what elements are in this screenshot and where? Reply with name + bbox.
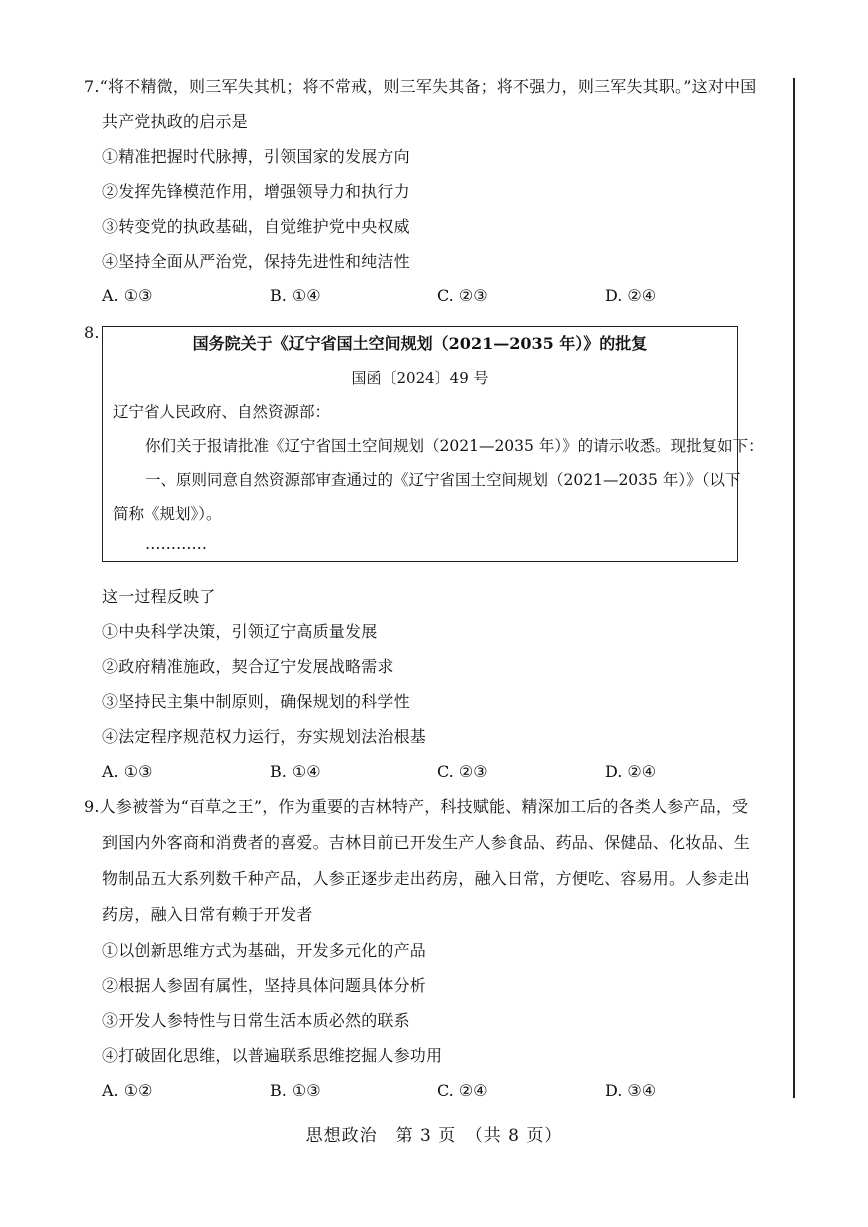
- q9-stem-line3: 物制品五大系列数千种产品，人参正逐步走出药房，融入日常，方便吃、容易用。人参走出: [102, 869, 751, 888]
- q8-doc-para2-line1: 一、原则同意自然资源部审查通过的《辽宁省国土空间规划（2021—2035 年）》（以下: [145, 471, 741, 489]
- q8-item-2: ②政府精准施政，契合辽宁发展战略需求: [102, 657, 394, 676]
- q7-stem-text1: “将不精微，则三军失其机；将不常戒，则三军失其备；将不强力，则三军失其职。”这对中国: [99, 77, 757, 96]
- q8-option-d[interactable]: D. ②④: [605, 762, 657, 781]
- q7-stem-line1: [84, 76, 756, 98]
- q7-item-2: ②发挥先锋模范作用，增强领导力和执行力: [102, 182, 410, 201]
- q8-item-4: ④法定程序规范权力运行，夯实规划法治根基: [102, 727, 427, 746]
- q9-option-a[interactable]: A. ①②: [102, 1081, 153, 1100]
- q7-option-b[interactable]: B. ①④: [270, 286, 321, 305]
- q9-stem-line2: 到国内外客商和消费者的喜爱。吉林目前已开发生产人参食品、药品、保健品、化妆品、生: [102, 833, 751, 852]
- q8-doc-para1: 你们关于报请批准《辽宁省国土空间规划（2021—2035 年）》的请示收悉。现批复如下：: [145, 437, 764, 455]
- q7-option-a[interactable]: A. ①③: [102, 286, 153, 305]
- q9-item-4: ④打破固化思维，以普遍联系思维挖掘人参功用: [102, 1046, 443, 1065]
- q8-option-b[interactable]: B. ①④: [270, 762, 321, 781]
- q9-item-1: ①以创新思维方式为基础，开发多元化的产品: [102, 941, 427, 960]
- q9-item-3: ③开发人参特性与日常生活本质必然的联系: [102, 1011, 410, 1030]
- q7-option-c[interactable]: C. ②③: [437, 286, 488, 305]
- q8-option-c[interactable]: C. ②③: [437, 762, 488, 781]
- q7-item-4: ④坚持全面从严治党，保持先进性和纯洁性: [102, 252, 410, 271]
- q8-number: 8.: [84, 323, 100, 342]
- q8-stem: 这一过程反映了: [102, 587, 216, 606]
- q9-stem-line1: [84, 796, 748, 818]
- q8-doc-para2-line2: 简称《规划》）。: [113, 505, 222, 523]
- margin-rule: [793, 78, 795, 1098]
- q7-option-d[interactable]: D. ②④: [605, 286, 657, 305]
- q8-item-1: ①中央科学决策，引领辽宁高质量发展: [102, 622, 378, 641]
- page-footer: 思想政治 第 3 页 （共 8 页）: [305, 1126, 563, 1146]
- q7-number: 7.: [84, 77, 100, 96]
- q8-doc-title: 国务院关于《辽宁省国土空间规划（2021—2035 年）》的批复: [192, 334, 648, 353]
- q7-item-1: ①精准把握时代脉搏，引领国家的发展方向: [102, 147, 410, 166]
- q9-option-b[interactable]: B. ①③: [270, 1081, 321, 1100]
- q9-stem-text1: 人参被誉为“百草之王”，作为重要的吉林特产，科技赋能、精深加工后的各类人参产品，受: [99, 797, 749, 816]
- q8-option-a[interactable]: A. ①③: [102, 762, 153, 781]
- q8-doc-addressee: 辽宁省人民政府、自然资源部：: [113, 403, 331, 421]
- q8-item-3: ③坚持民主集中制原则，确保规划的科学性: [102, 692, 410, 711]
- q8-doc-ellipsis: …………: [145, 535, 207, 553]
- q9-stem-line4: 药房，融入日常有赖于开发者: [102, 905, 313, 924]
- q9-option-d[interactable]: D. ③④: [605, 1081, 657, 1100]
- q7-stem-line2: 共产党执政的启示是: [102, 112, 248, 131]
- q8-document-box: [102, 326, 764, 562]
- q9-number: 9.: [84, 797, 100, 816]
- q7-item-3: ③转变党的执政基础，自觉维护党中央权威: [102, 217, 410, 236]
- q8-doc-number: 国函〔2024〕49 号: [351, 369, 489, 387]
- q9-option-c[interactable]: C. ②④: [437, 1081, 488, 1100]
- q9-item-2: ②根据人参固有属性，坚持具体问题具体分析: [102, 976, 427, 995]
